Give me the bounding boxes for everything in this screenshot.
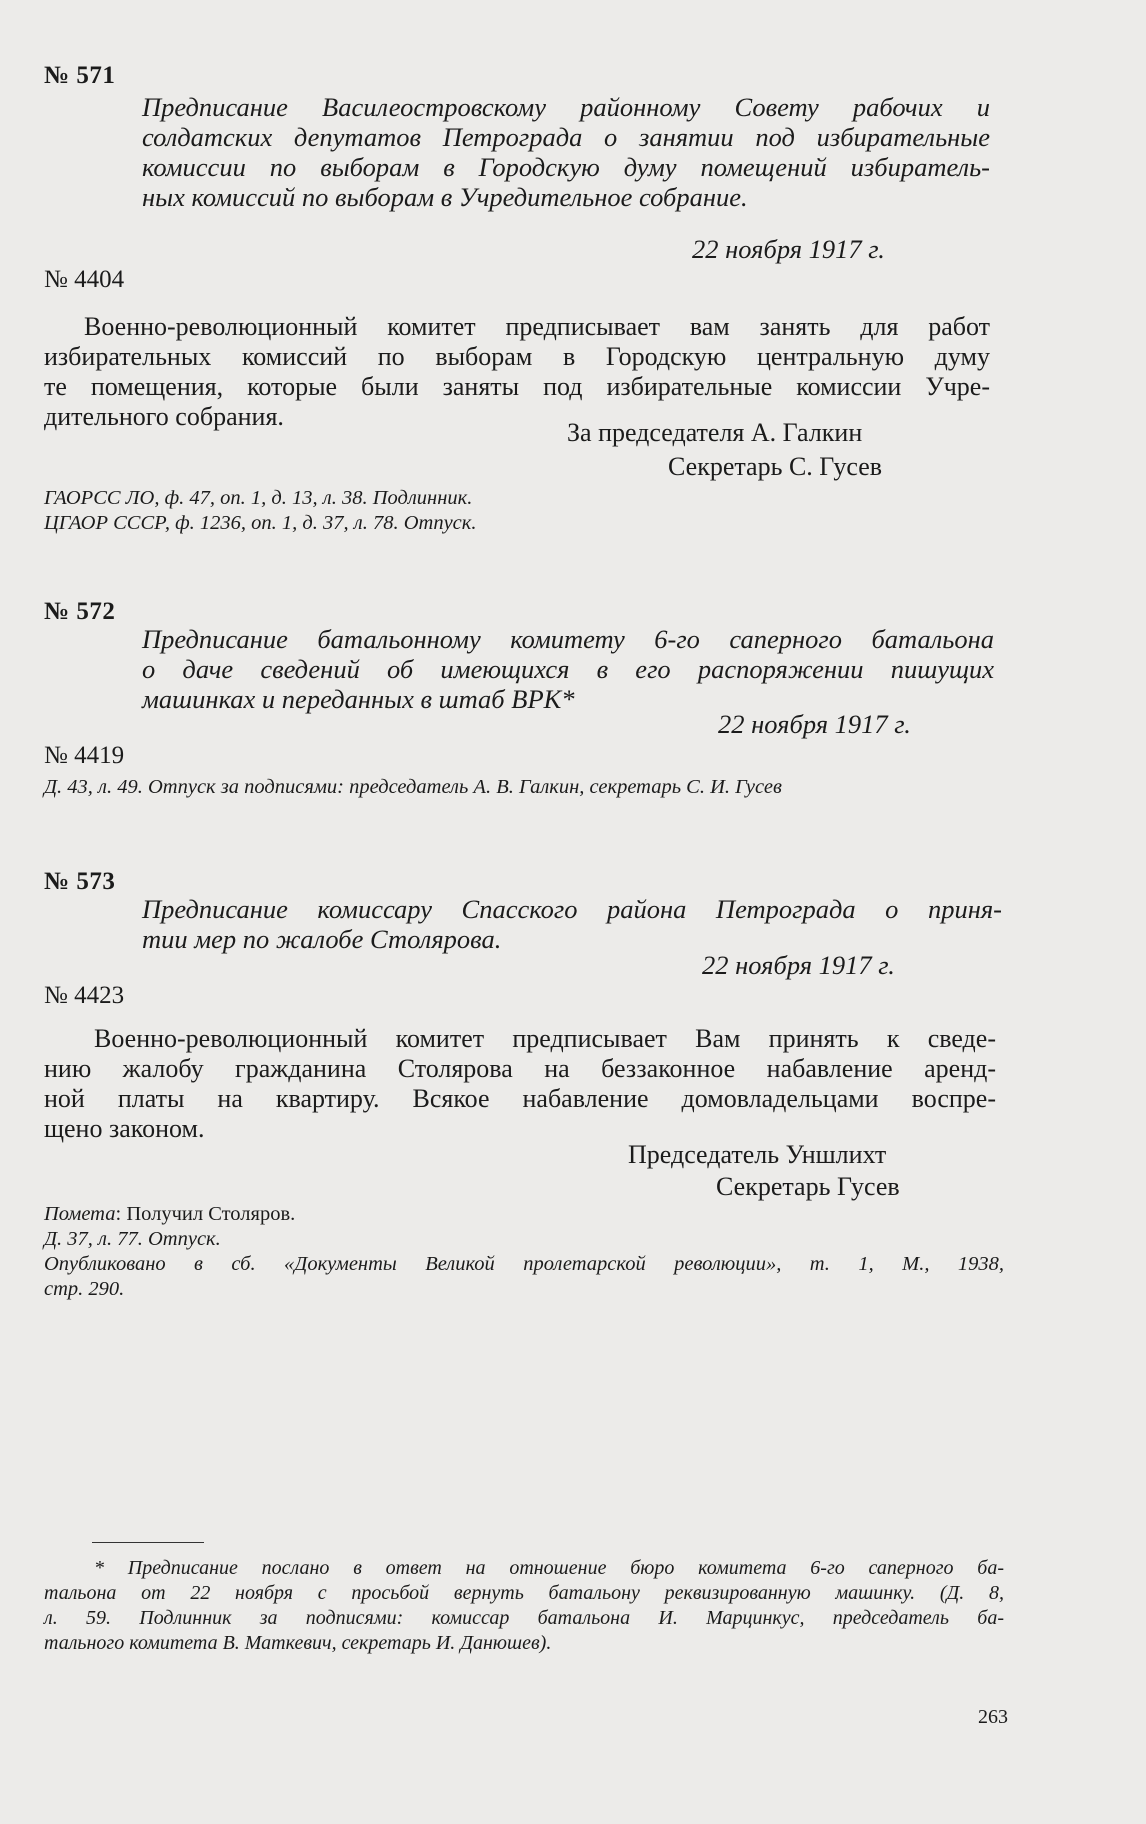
source-line: Опубликовано в сб. «Документы Великой пролетарской революции», т. 1, М., 1938, (44, 1253, 1004, 1275)
doc-572-number: № 572 (44, 598, 116, 625)
doc-571-sources (44, 486, 477, 536)
note-text: : Получил Столяров. (115, 1203, 296, 1225)
doc-572-sources (44, 775, 782, 800)
body-line: щено законом. (44, 1114, 205, 1143)
body-line: Военно-революционный комитет предписывает Вам принять к сведе- (94, 1024, 996, 1053)
doc-573-title (142, 894, 1002, 954)
body-line: те помещения, которые были заняты под избирательные комиссии Учре- (44, 372, 990, 401)
source-line: Д. 43, л. 49. Отпуск за подписями: председатель А. В. Галкин, секретарь С. И. Гусев (44, 776, 782, 798)
title-line: о даче сведений об имеющихся в его распоряжении пишущих (142, 654, 994, 684)
doc-573-signature-secretary: Секретарь Гусев (716, 1172, 900, 1201)
title-line: Предписание Василеостровскому районному Совету рабочих и (142, 92, 990, 122)
title-line: комиссии по выборам в Городскую думу помещений избиратель- (142, 152, 990, 182)
title-line: Предписание комиссару Спасского района Петрограда о приня- (142, 894, 1002, 924)
title-line: ных комиссий по выборам в Учредительное собрание. (142, 182, 748, 212)
doc-573-date: 22 ноября 1917 г. (702, 950, 895, 980)
body-line: дительного собрания. (44, 402, 284, 431)
title-line: солдатских депутатов Петрограда о занятии под избирательные (142, 122, 990, 152)
footnote-line: л. 59. Подлинник за подписями: комиссар батальона И. Марцинкус, председатель ба- (44, 1607, 1004, 1629)
footnote (44, 1556, 1004, 1656)
doc-571-title (142, 92, 990, 212)
body-line: Военно-революционный комитет предписывает вам занять для работ (84, 312, 990, 341)
body-line: ной платы на квартиру. Всякое набавление домовладельцами воспре- (44, 1084, 996, 1113)
doc-572-title (142, 624, 994, 714)
note-line (44, 1202, 1004, 1227)
title-line: Предписание батальонному комитету 6-го саперного батальона (142, 624, 994, 654)
source-line: Д. 37, л. 77. Отпуск. (44, 1228, 221, 1250)
doc-571-signature-chair: За председателя А. Галкин (567, 418, 863, 447)
footnote-line: * Предписание послано в ответ на отношение бюро комитета 6-го саперного ба- (94, 1557, 1004, 1579)
doc-573-number: № 573 (44, 868, 116, 895)
body-line: избирательных комиссий по выборам в Городскую центральную думу (44, 342, 990, 371)
doc-571-number: № 571 (44, 62, 116, 89)
footnote-line: тального комитета В. Маткевич, секретарь И. Данюшев). (44, 1632, 552, 1654)
doc-573-signature-chair: Председатель Уншлихт (628, 1140, 887, 1169)
title-line: машинках и переданных в штаб ВРК* (142, 684, 575, 714)
doc-571-body (44, 312, 990, 432)
page-number: 263 (978, 1706, 1008, 1728)
doc-573-reg-number: № 4423 (44, 982, 125, 1009)
footnote-line: тальона от 22 ноября с просьбой вернуть батальону реквизированную машинку. (Д. 8, (44, 1582, 1004, 1604)
doc-571-date: 22 ноября 1917 г. (692, 234, 885, 264)
doc-572-date: 22 ноября 1917 г. (718, 709, 911, 739)
source-line: ГАОРСС ЛО, ф. 47, оп. 1, д. 13, л. 38. Подлинник. (44, 487, 473, 509)
source-line: стр. 290. (44, 1278, 125, 1300)
doc-572-reg-number: № 4419 (44, 742, 125, 769)
body-line: нию жалобу гражданина Столярова на беззаконное набавление аренд- (44, 1054, 996, 1083)
note-label: Помета (44, 1203, 116, 1225)
doc-571-reg-number: № 4404 (44, 266, 125, 293)
footnote-rule (92, 1542, 204, 1543)
doc-573-sources (44, 1202, 1004, 1302)
source-line: ЦГАОР СССР, ф. 1236, оп. 1, д. 37, л. 78. Отпуск. (44, 512, 477, 534)
doc-573-body (44, 1024, 996, 1144)
doc-571-signature-secretary: Секретарь С. Гусев (668, 452, 883, 481)
title-line: тии мер по жалобе Столярова. (142, 924, 502, 954)
